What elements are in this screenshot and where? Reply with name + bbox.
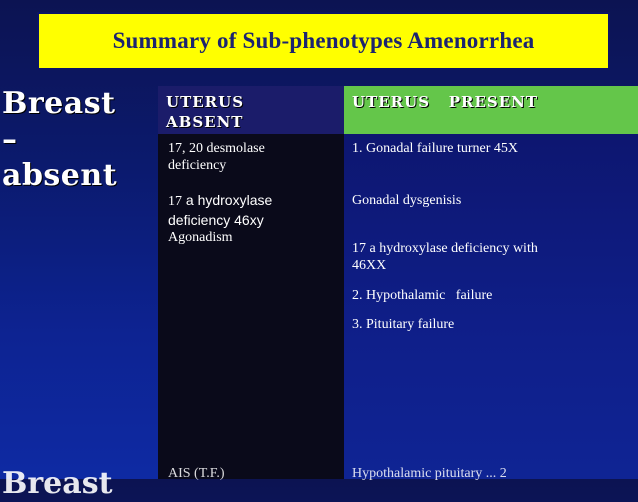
absent-item-2-number: 17 xyxy=(168,194,182,209)
absent-item-desmolase xyxy=(168,140,338,174)
header-absent-line-1: UTERUS xyxy=(166,93,245,111)
header-uterus-absent xyxy=(158,86,344,134)
slide-title: Summary of Sub-phenotypes Amenorrhea xyxy=(112,28,535,53)
absent-item-2-line-2: deficiency 46xy xyxy=(168,212,264,228)
row-label-line-3: absent xyxy=(2,158,118,193)
absent-item-1-line-2: deficiency xyxy=(168,158,227,173)
header-uterus-present xyxy=(344,86,638,134)
column-uterus-present xyxy=(344,134,638,479)
present-item-3-line-2: 46XX xyxy=(352,258,387,273)
summary-table xyxy=(158,86,638,479)
header-absent-line-2: ABSENT xyxy=(166,113,244,131)
bottom-present-cut: Hypothalamic pituitary ... 2 xyxy=(352,466,507,481)
row-label-breast-absent xyxy=(2,86,152,194)
present-item-3-line-1: 17 a hydroxylase deficiency with xyxy=(352,241,538,256)
row-label-breast-present-cut: Breast xyxy=(2,466,113,501)
column-uterus-absent xyxy=(158,134,344,479)
title-banner xyxy=(37,12,610,70)
bottom-absent-cut: AIS (T.F.) xyxy=(168,466,225,481)
present-item-gonadal-dysgenesis: Gonadal dysgenisis xyxy=(352,193,462,208)
present-item-gonadal-failure: 1. Gonadal failure turner 45X xyxy=(352,141,518,156)
header-present-text: UTERUS PRESENT xyxy=(352,93,539,111)
present-item-hydroxylase-46xx xyxy=(352,240,632,274)
present-item-pituitary-failure: 3. Pituitary failure xyxy=(352,317,455,332)
row-label-line-2: – xyxy=(2,122,18,157)
absent-item-hydroxylase xyxy=(168,191,344,229)
present-item-hypothalamic-failure: 2. Hypothalamic failure xyxy=(352,288,493,303)
row-label-line-1: Breast xyxy=(2,86,116,121)
absent-item-2-text: a hydroxylase xyxy=(182,192,273,208)
absent-item-agonadism: Agonadism xyxy=(168,230,233,245)
absent-item-1-line-1: 17, 20 desmolase xyxy=(168,141,265,156)
